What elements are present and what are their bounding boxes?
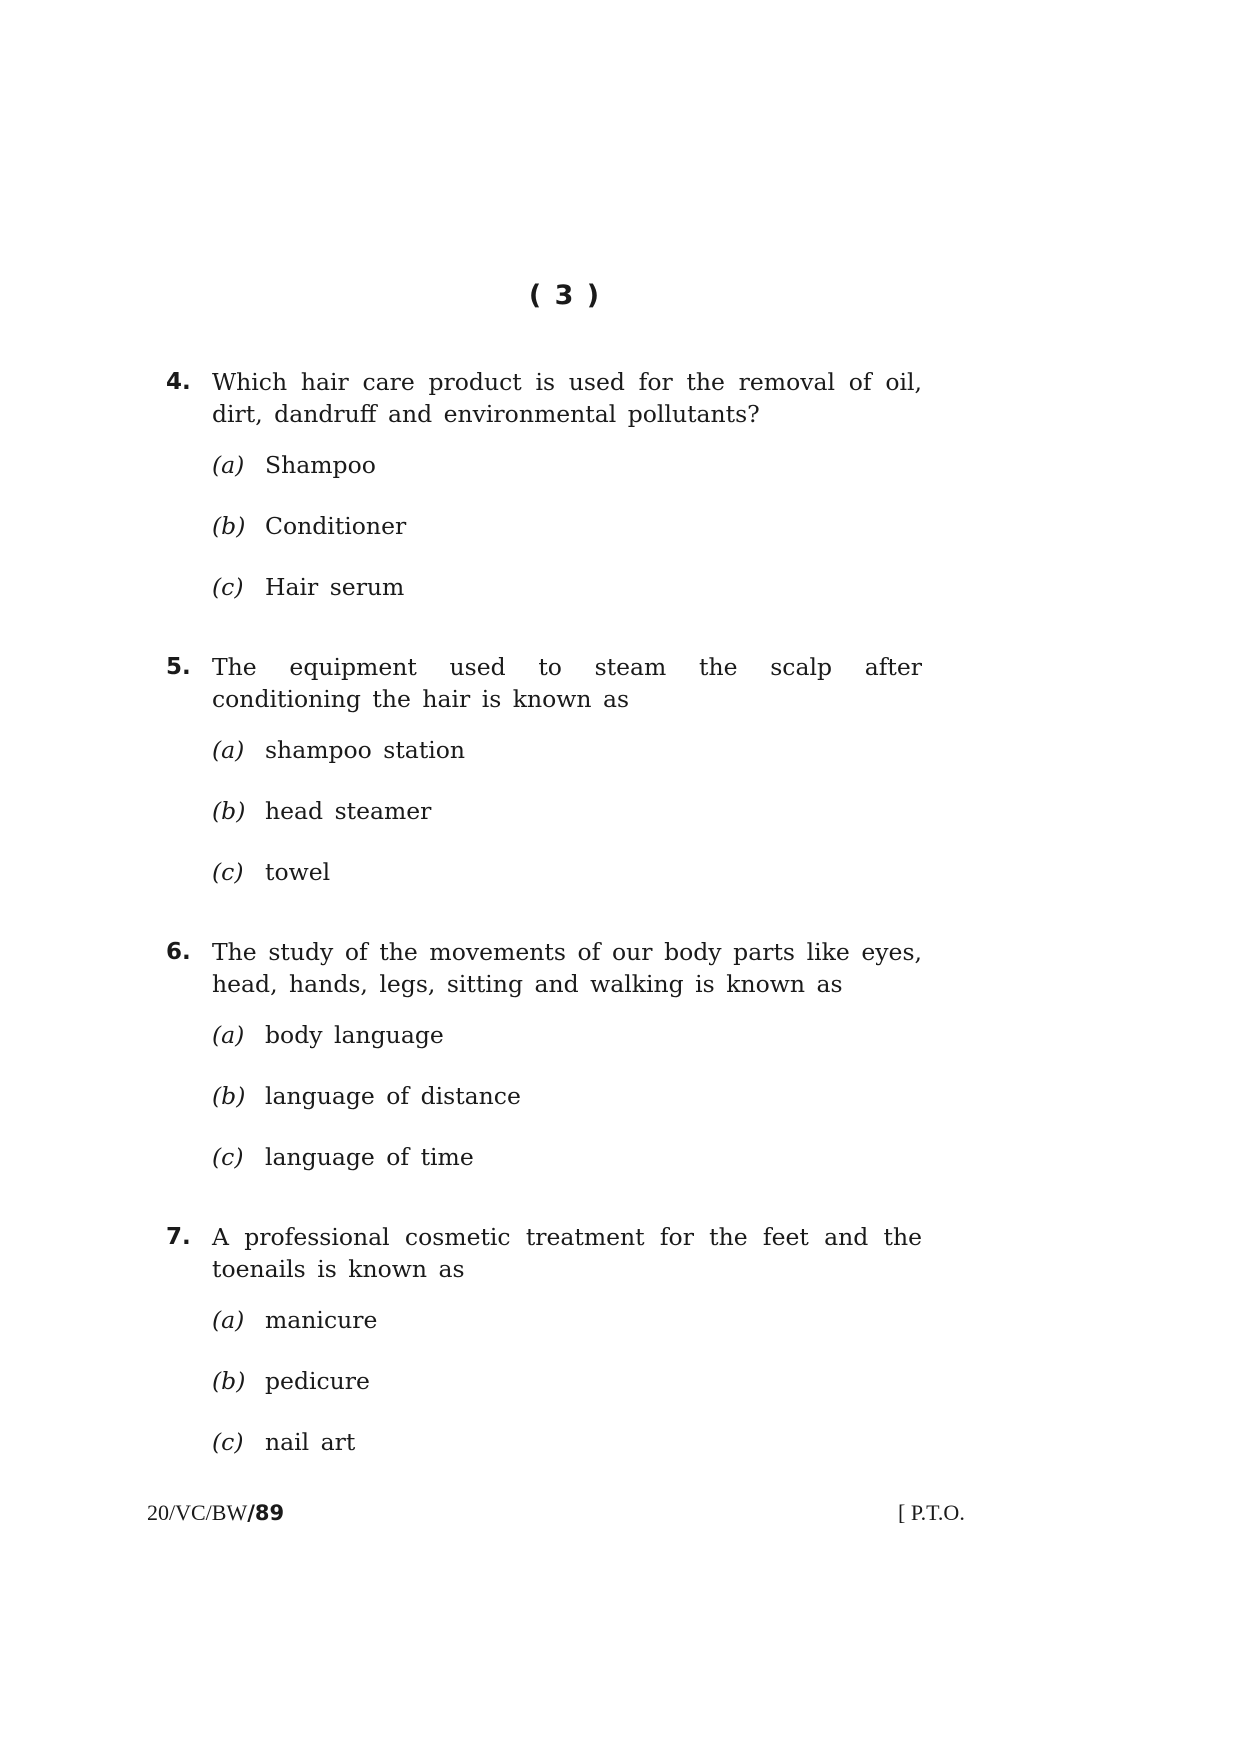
pto-marker: [ P.T.O. [898, 1500, 965, 1525]
option-c [212, 856, 922, 917]
question-number: 6. [166, 939, 191, 965]
options-list [212, 1304, 922, 1487]
option-c [212, 1141, 922, 1202]
option-text: head steamer [265, 797, 432, 825]
options-list [212, 449, 922, 632]
paper-code-prefix: 20/VC/BW [147, 1500, 248, 1525]
option-a [212, 1019, 922, 1080]
options-list [212, 734, 922, 917]
option-b [212, 1080, 922, 1141]
option-label: (a) [212, 1021, 245, 1049]
option-text: Hair serum [265, 573, 405, 601]
option-a [212, 1304, 922, 1365]
question-text: A professional cosmetic treatment for the feet and the toenails is known as [212, 1223, 922, 1283]
question-number: 5. [166, 654, 191, 680]
option-b [212, 510, 922, 571]
option-text: language of distance [265, 1082, 521, 1110]
option-label: (a) [212, 1306, 245, 1334]
option-text: body language [265, 1021, 444, 1049]
options-list [212, 1019, 922, 1202]
page-number: ( 3 ) [528, 280, 602, 311]
option-label: (c) [212, 573, 244, 601]
question-text: Which hair care product is used for the removal of oil, dirt, dandruff and environmental pollutants? [212, 368, 922, 428]
question-6 [166, 936, 922, 1202]
question-text: The equipment used to steam the scalp after conditioning the hair is known as [212, 653, 922, 713]
option-text: shampoo station [265, 736, 466, 764]
option-label: (b) [212, 512, 246, 540]
option-label: (c) [212, 858, 244, 886]
option-text: pedicure [265, 1367, 370, 1395]
option-a [212, 449, 922, 510]
option-b [212, 1365, 922, 1426]
option-text: language of time [265, 1143, 474, 1171]
option-label: (c) [212, 1143, 244, 1171]
option-c [212, 1426, 922, 1487]
option-text: towel [265, 858, 331, 886]
question-4 [166, 366, 922, 632]
option-text: nail art [265, 1428, 356, 1456]
option-label: (a) [212, 736, 245, 764]
question-number: 4. [166, 369, 191, 395]
option-label: (c) [212, 1428, 244, 1456]
option-b [212, 795, 922, 856]
option-a [212, 734, 922, 795]
question-5 [166, 651, 922, 917]
question-7 [166, 1221, 922, 1487]
option-c [212, 571, 922, 632]
paper-code-suffix: /89 [247, 1501, 285, 1525]
paper-code [147, 1500, 284, 1526]
option-text: Conditioner [265, 512, 407, 540]
option-label: (b) [212, 1367, 246, 1395]
option-text: manicure [265, 1306, 378, 1334]
question-text: The study of the movements of our body parts like eyes, head, hands, legs, sitting and walking is known as [212, 938, 922, 998]
option-label: (a) [212, 451, 245, 479]
option-label: (b) [212, 797, 246, 825]
option-text: Shampoo [265, 451, 376, 479]
option-label: (b) [212, 1082, 246, 1110]
question-number: 7. [166, 1224, 191, 1250]
